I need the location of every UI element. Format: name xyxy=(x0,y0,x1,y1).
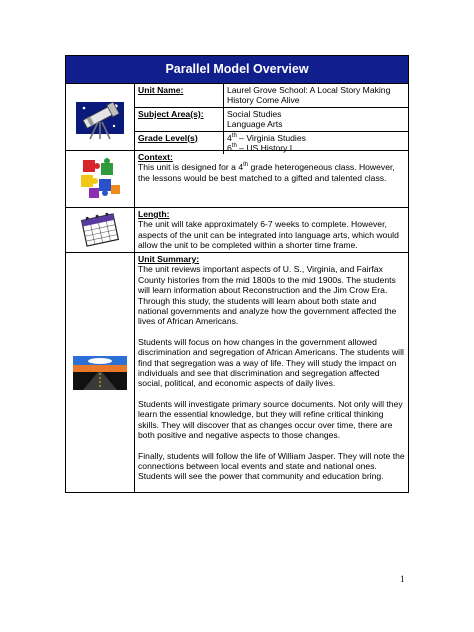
road-landscape-icon xyxy=(73,356,127,390)
context-content xyxy=(135,151,408,207)
summary-paragraph: Finally, students will follow the life of William Jasper. They will note the connections between local events and state and national ones. Students will see the power that community and education bring. xyxy=(138,450,405,482)
overview-table xyxy=(65,55,409,493)
calendar-icon xyxy=(78,211,122,249)
length-label: Length: xyxy=(138,209,170,219)
context-row xyxy=(66,151,408,208)
icon-cell xyxy=(66,84,135,150)
table-title: Parallel Model Overview xyxy=(66,56,408,84)
telescope-icon xyxy=(74,92,126,142)
summary-row xyxy=(66,253,408,492)
page-number: 1 xyxy=(400,574,405,584)
unit-name-row xyxy=(135,84,408,108)
grade-level-1: 4th – Virginia Studies xyxy=(227,132,306,143)
subject-area-2: Language Arts xyxy=(227,119,283,130)
meta-row-group xyxy=(66,84,408,154)
grade-levels-label: Grade Level(s) xyxy=(135,132,224,155)
puzzle-pieces-icon xyxy=(77,157,123,201)
length-row xyxy=(66,208,408,253)
length-content xyxy=(135,208,408,252)
length-text: The unit will take approximately 6-7 weeks to complete. However, aspects of the unit can be integrated into language arts, which would allow the unit to be completed within a shorter time frame. xyxy=(138,219,399,251)
context-label: Context: xyxy=(138,152,173,162)
unit-name-label: Unit Name: xyxy=(135,84,224,107)
icon-cell xyxy=(66,151,135,207)
subject-areas-value xyxy=(224,108,408,131)
summary-paragraph: Students will focus on how changes in the government allowed discrimination and segregation of African Americans. The students will find that segregation was a way of life. They will study the impact on individuals and see that discrimination and segregation affected social, political, and economic aspects of daily lives. xyxy=(138,336,404,389)
summary-paragraph: Students will investigate primary source documents. Not only will they learn the essential knowledge, but they will refine critical thinking skills. They will discover that as changes occur over time, there are both positive and negative aspects to those changes. xyxy=(138,398,403,441)
subject-areas-row xyxy=(135,108,408,132)
subject-area-1: Social Studies xyxy=(227,108,282,119)
summary-label: Unit Summary: xyxy=(138,254,200,264)
subject-areas-label: Subject Area(s): xyxy=(135,108,224,131)
context-text: This unit is designed for a 4th grade heterogeneous class. However, the lessons would be best matched to a gifted and talented class. xyxy=(138,162,395,183)
summary-content xyxy=(135,253,408,492)
summary-paragraph: The unit reviews important aspects of U. S., Virginia, and Fairfax County histories from the mid 1800s to the mid 1900s. The students will learn information about Reconstruction and the Jim Crow Era. Through this study, the students will learn about both state and national governments and analyze how the government affected the lives of African Americans. xyxy=(138,264,397,327)
icon-cell xyxy=(66,208,135,252)
meta-fields xyxy=(135,84,408,154)
icon-cell xyxy=(66,253,135,492)
unit-name-value: Laurel Grove School: A Local Story Making History Come Alive xyxy=(227,85,391,106)
grade-level-2: 6th – US History I xyxy=(227,143,293,154)
